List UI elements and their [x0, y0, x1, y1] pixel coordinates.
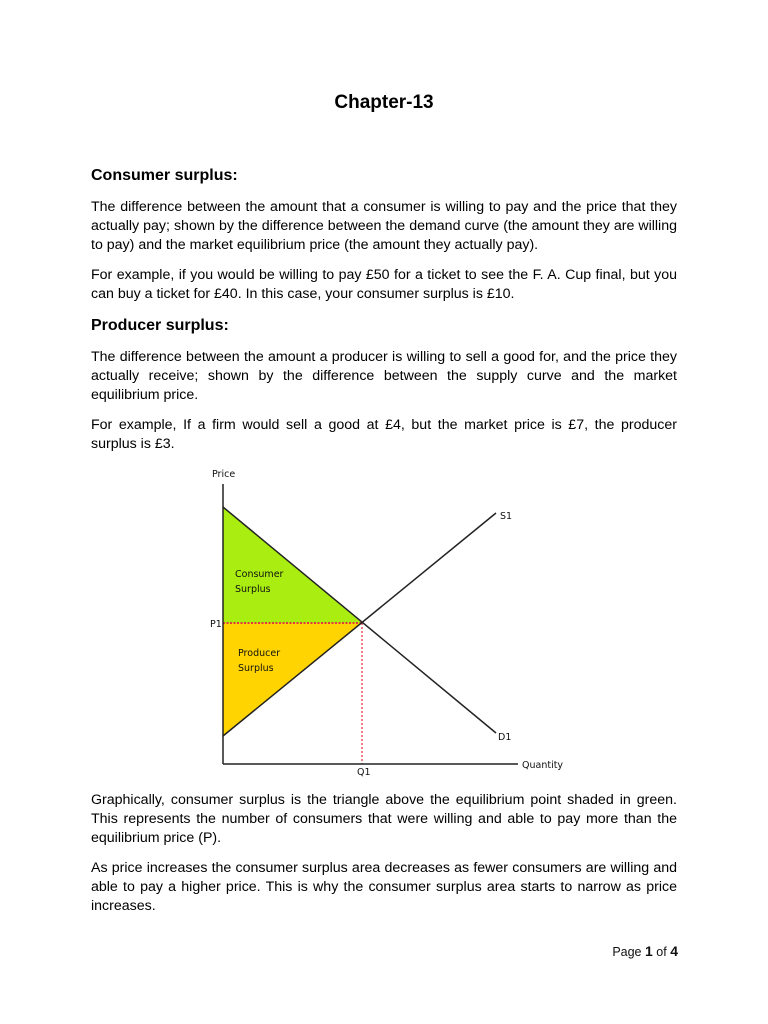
- price-increase-explanation: As price increases the consumer surplus area decreases as fewer consumers are willing and able to pay a higher price. This is why the consumer surplus area starts to narrow as price increases.: [91, 860, 677, 914]
- producer-surplus-definition: The difference between the amount a producer is willing to sell a good for, and the price they actually receive; shown by the difference between the supply curve and the market equilibrium price.: [91, 349, 677, 403]
- page-word: Page: [612, 945, 642, 959]
- x-axis-label: Quantity: [522, 760, 564, 771]
- consumer-surplus-label: Consumer: [235, 569, 284, 580]
- demand-curve-label: D1: [498, 732, 512, 743]
- supply-curve-label: S1: [500, 511, 513, 522]
- of-word: of: [656, 945, 667, 959]
- consumer-surplus-heading: Consumer surplus:: [91, 167, 238, 184]
- page-number: 1: [645, 943, 653, 959]
- y-axis-label: Price: [212, 469, 236, 480]
- total-pages: 4: [670, 943, 678, 959]
- price-label: P1: [210, 619, 222, 630]
- consumer-surplus-definition: The difference between the amount that a consumer is willing to pay and the price that they actually pay; shown by the difference between the demand curve (the amount they are willing to pay) and the market equilibrium price (the amount they actually pay).: [91, 199, 677, 253]
- producer-surplus-heading: Producer surplus:: [91, 317, 229, 334]
- graphical-explanation: Graphically, consumer surplus is the triangle above the equilibrium point shaded in green. This represents the number of consumers that were willing and able to pay more than the equilibrium price (P).: [91, 792, 677, 846]
- producer-surplus-label: Producer: [238, 648, 281, 659]
- consumer-surplus-label-2: Surplus: [235, 584, 271, 595]
- producer-surplus-example: For example, If a firm would sell a good at £4, but the market price is £7, the producer surplus is £3.: [91, 417, 677, 452]
- consumer-surplus-example: For example, if you would be willing to pay £50 for a ticket to see the F. A. Cup final, but you can buy a ticket for £40. In this case, your consumer surplus is £10.: [91, 267, 677, 302]
- page-footer: [612, 943, 678, 959]
- page-title: Chapter-13: [334, 92, 434, 113]
- surplus-diagram: [200, 462, 580, 782]
- quantity-label: Q1: [357, 767, 371, 778]
- producer-surplus-label-2: Surplus: [238, 663, 274, 674]
